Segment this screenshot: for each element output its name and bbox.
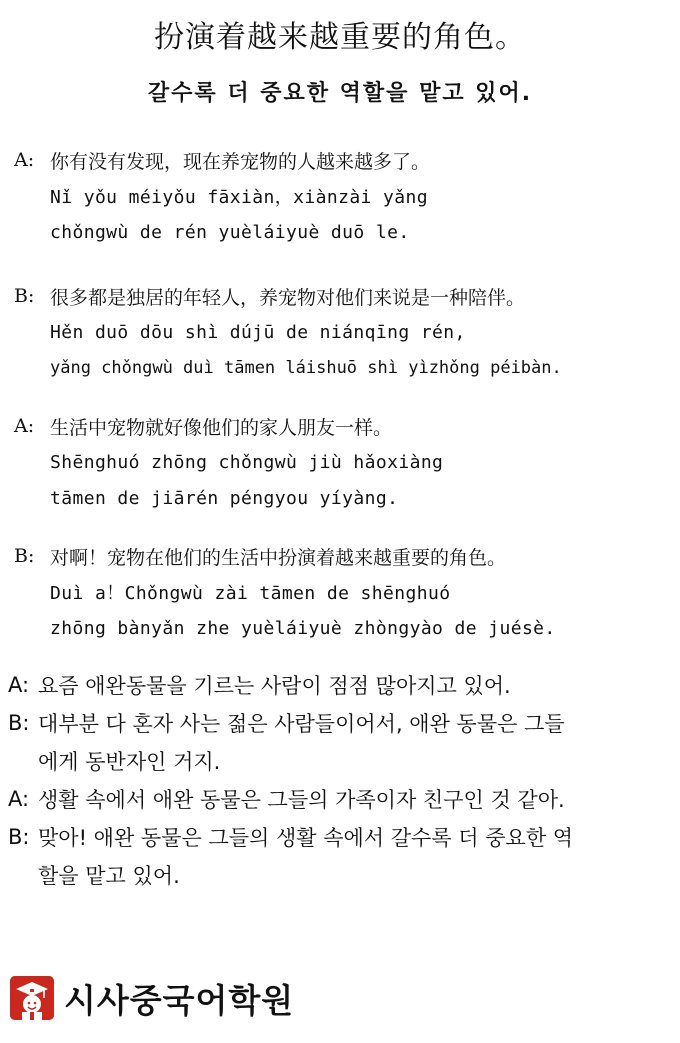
speaker-label: B: — [14, 285, 35, 307]
pinyin-line: tāmen de jiārén péngyou yíyàng. — [50, 487, 399, 509]
korean-line: 에게 동반자인 거지. — [38, 750, 221, 774]
chinese-sentence: 很多都是独居的年轻人，养宠物对他们来说是一种陪伴。 — [50, 286, 526, 309]
korean-line: 맞아! 애완 동물은 그들의 생활 속에서 갈수록 더 중요한 역 — [38, 826, 574, 850]
korean-translation — [8, 666, 672, 894]
page-title-chinese: 扮演着越来越重要的角色。 — [154, 20, 526, 55]
speaker-label: B: — [14, 545, 35, 567]
speaker-label: B: — [8, 711, 30, 735]
korean-line: 생활 속에서 애완 동물은 그들의 가족이자 친구인 것 같아. — [38, 788, 565, 812]
brand-name: 시사중국어학원 — [64, 980, 295, 1020]
pinyin-line: Shēnghuó zhōng chǒngwù jiù hǎoxiàng — [50, 451, 444, 473]
pinyin-line: yǎng chǒngwù duì tāmen láishuō shì yìzhǒng péibàn. — [50, 358, 562, 378]
brand-logo — [10, 970, 294, 1026]
dialogue-block-1 — [14, 142, 674, 250]
chinese-sentence: 生活中宠物就好像他们的家人朋友一样。 — [50, 416, 393, 439]
dialogue-block-4 — [14, 538, 674, 646]
korean-line: 요즘 애완동물을 기르는 사람이 점점 많아지고 있어. — [38, 674, 511, 698]
dialogue-block-2 — [14, 278, 674, 386]
speaker-label: A: — [14, 149, 35, 171]
speaker-label: B: — [8, 825, 30, 849]
korean-line: 대부분 다 혼자 사는 젊은 사람들이어서, 애완 동물은 그들 — [38, 712, 565, 736]
speaker-label: A: — [8, 673, 30, 697]
graduate-cap-icon — [10, 976, 54, 1020]
pinyin-line: Duì a！Chǒngwù zài tāmen de shēnghuó — [50, 583, 451, 604]
korean-line: 할을 맡고 있어. — [38, 864, 180, 888]
speaker-label: A: — [8, 787, 30, 811]
chinese-sentence: 你有没有发现，现在养宠物的人越来越多了。 — [50, 150, 431, 173]
pinyin-line: zhōng bànyǎn zhe yuèláiyuè zhòngyào de juésè. — [50, 617, 556, 639]
pinyin-line: Nǐ yǒu méiyǒu fāxiàn，xiànzài yǎng — [50, 187, 428, 208]
page-title-korean: 갈수록 더 중요한 역할을 맡고 있어. — [147, 81, 533, 106]
pinyin-line: chǒngwù de rén yuèláiyuè duō le. — [50, 221, 410, 243]
dialogue-block-3 — [14, 408, 674, 516]
speaker-label: A: — [14, 415, 35, 437]
chinese-sentence: 对啊！宠物在他们的生活中扮演着越来越重要的角色。 — [50, 546, 507, 569]
pinyin-line: Hěn duō dōu shì dújū de niánqīng rén, — [50, 321, 466, 343]
